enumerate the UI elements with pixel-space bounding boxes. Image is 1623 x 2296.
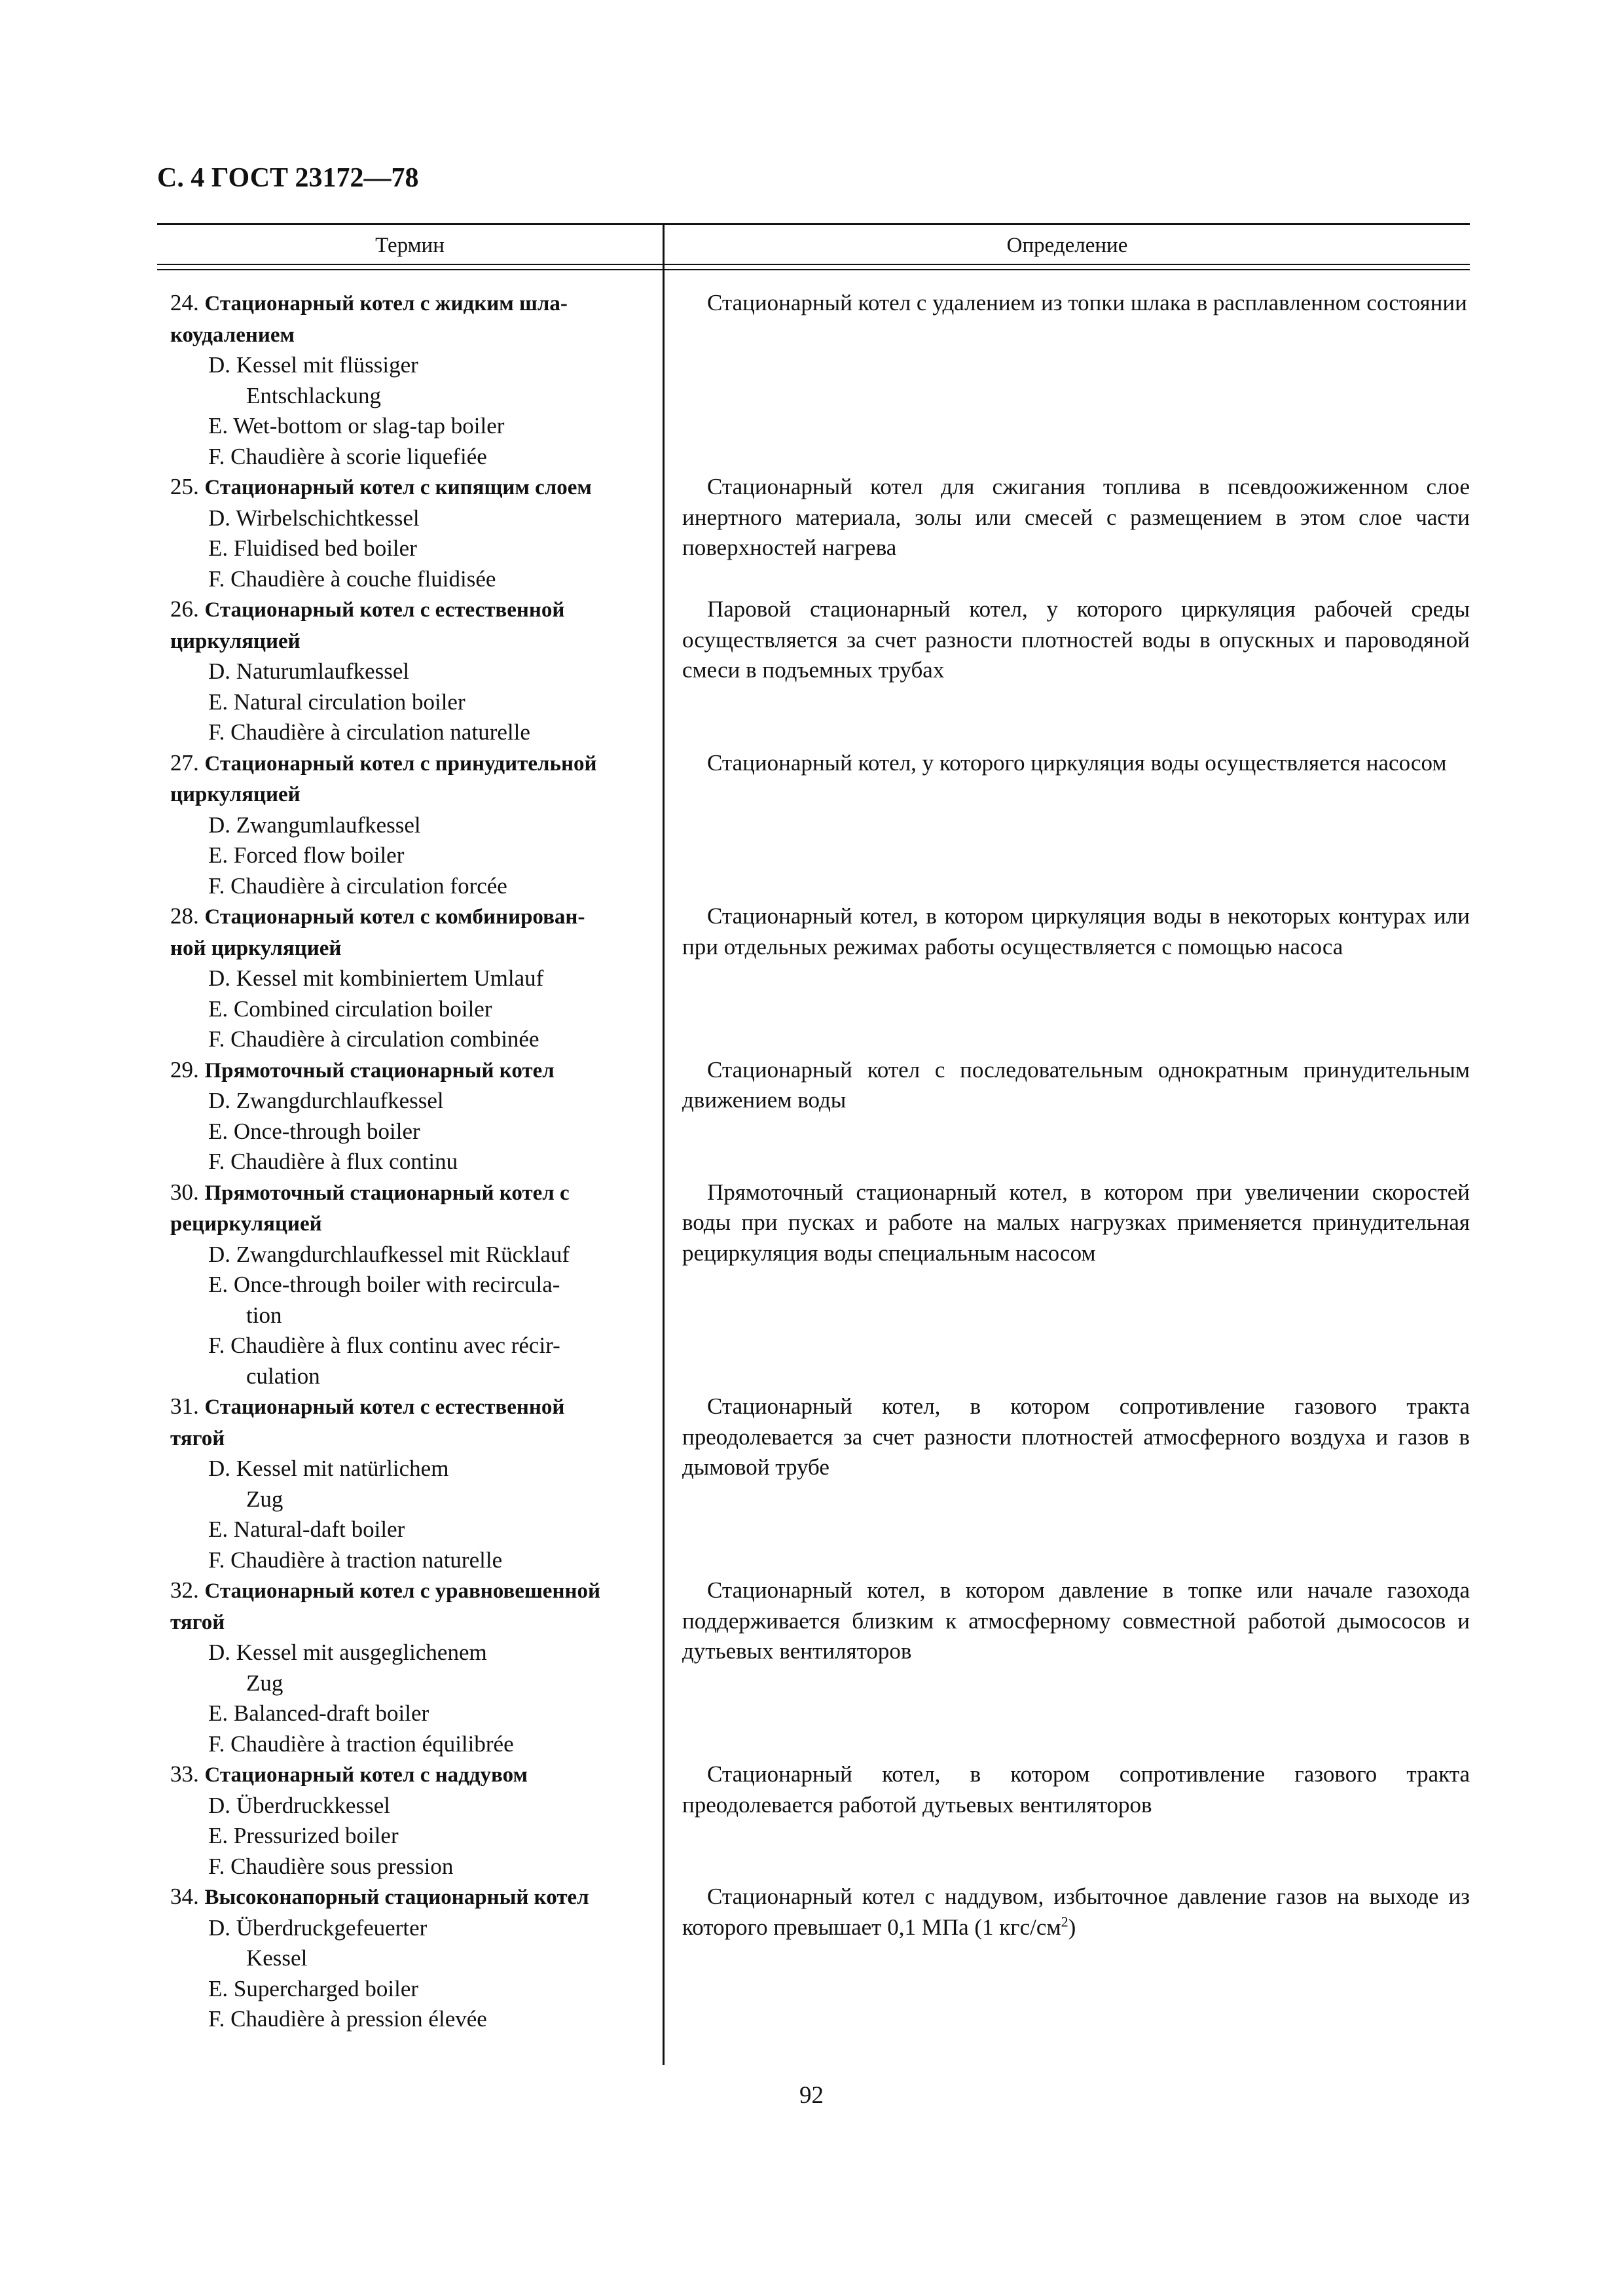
table-header-rule-double [157, 269, 1470, 270]
term-equivalent-line: Zug [246, 1486, 283, 1512]
term-equivalent [170, 1270, 657, 1331]
term-equivalent-line: E. Pressurized boiler [208, 1823, 399, 1848]
column-header-definition: Определение [1006, 234, 1128, 257]
term-cell [157, 472, 663, 594]
term-cell [157, 1575, 663, 1759]
definition-text [682, 748, 1470, 779]
term-equivalent-line: D. Wirbelschichtkessel [208, 505, 420, 531]
term-cell [157, 594, 663, 748]
term-entry [157, 1177, 1470, 1392]
term-equivalent-line: Zug [246, 1670, 283, 1696]
definition-text [682, 1391, 1470, 1483]
term-equivalent [170, 871, 657, 902]
term-equivalent [170, 1331, 657, 1391]
term-title: Стационарный котел с кипящим слоем [204, 476, 592, 499]
term-equivalent-line: D. Überdruckgefeuerter [208, 1914, 428, 1941]
term-title-line [170, 748, 657, 780]
term-entry [157, 472, 1470, 594]
term-equivalent [170, 1515, 657, 1545]
definition-text [682, 288, 1470, 319]
term-title: Прямоточный стационарный котел с [204, 1181, 570, 1205]
term-title: циркуляцией [170, 783, 301, 806]
term-number: 24. [170, 290, 199, 315]
term-title-line [170, 1882, 657, 1913]
definition-text [682, 1055, 1470, 1116]
term-title-line [170, 901, 657, 933]
definition-superscript: 2 [1061, 1912, 1068, 1929]
term-equivalent-line: F. Chaudière à circulation combinée [208, 1026, 539, 1052]
term-equivalent-line: D. Zwangdurchlaufkessel [208, 1088, 444, 1113]
page-number: 92 [799, 2082, 824, 2109]
term-equivalent [170, 1240, 657, 1270]
term-cell [157, 1391, 663, 1575]
definition-body: Стационарный котел, в котором давление в топке или начале газохода поддерживается близким к атмосферному совместной работой дымососов и дутьевых вентиляторов [682, 1577, 1470, 1664]
term-equivalent-line: F. Chaudière à flux continu [208, 1149, 458, 1174]
term-entry [157, 748, 1470, 902]
definition-cell [663, 472, 1470, 594]
term-entry [157, 1055, 1470, 1177]
definition-cell [663, 1575, 1470, 1759]
definition-cell [663, 1391, 1470, 1575]
term-title: Высоконапорный стационарный котел [204, 1886, 589, 1909]
term-equivalent-line: F. Chaudière à pression élevée [208, 2006, 487, 2032]
definition-text [682, 594, 1470, 686]
term-number: 26. [170, 596, 199, 622]
definition-cell [663, 1759, 1470, 1882]
term-title: Стационарный котел с уравновешенной [204, 1579, 600, 1603]
term-entry [157, 1391, 1470, 1575]
term-title-line [170, 1759, 657, 1791]
term-equivalent [170, 1791, 657, 1821]
term-equivalent [170, 810, 657, 841]
definition-tail: ) [1068, 1914, 1076, 1940]
term-equivalent-line: E. Supercharged boiler [208, 1975, 419, 2001]
term-title-line [170, 1055, 657, 1086]
term-title-line [170, 319, 657, 351]
term-equivalent [170, 350, 657, 411]
definition-body: Стационарный котел для сжигания топлива в псевдоожиженном слое инертного материала, золы или смесей с размещением в этом слое части поверхностей нагрева [682, 474, 1470, 560]
term-equivalent-line: E. Natural-daft boiler [208, 1516, 405, 1542]
definition-body: Стационарный котел с последовательным однократным принудительным движением воды [682, 1056, 1470, 1113]
term-entry [157, 1575, 1470, 1759]
term-equivalent-line: Entschlackung [246, 382, 382, 408]
term-title: Стационарный котел с жидким шла- [204, 292, 568, 315]
definition-cell [663, 1055, 1470, 1177]
term-equivalent [170, 1974, 657, 2005]
term-equivalent [170, 564, 657, 595]
term-equivalent-line: F. Chaudière à circulation naturelle [208, 719, 530, 745]
term-equivalent [170, 503, 657, 534]
term-title-line [170, 933, 657, 964]
term-equivalent [170, 1852, 657, 1882]
term-title-line [170, 1177, 657, 1209]
term-equivalent-line: E. Combined circulation boiler [208, 996, 492, 1022]
term-equivalent-line: E. Balanced-draft boiler [208, 1700, 429, 1726]
term-title-line [170, 1423, 657, 1454]
definition-body: Прямоточный стационарный котел, в котором при увеличении скоростей воды при пусках и работе на малых нагрузках применяется принудительная рециркуляция воды специальным насосом [682, 1179, 1470, 1266]
table-top-rule [157, 223, 1470, 225]
definition-cell [663, 1882, 1470, 2035]
term-title: ной циркуляцией [170, 936, 342, 960]
column-header-term: Термин [375, 234, 445, 257]
term-title: циркуляцией [170, 629, 301, 653]
term-title: коудалением [170, 323, 295, 347]
term-equivalent-line: E. Natural circulation boiler [208, 689, 465, 715]
term-equivalent-line: F. Chaudière à flux continu avec récir- [208, 1333, 560, 1358]
term-equivalent [170, 1913, 657, 1974]
term-cell [157, 1759, 663, 1882]
definition-body: Стационарный котел, в котором циркуляция воды в некоторых контурах или при отдельных режимах работы осуществляется с помощью насоса [682, 903, 1470, 960]
term-equivalent [170, 994, 657, 1025]
term-number: 27. [170, 749, 199, 776]
term-equivalent [170, 533, 657, 564]
definition-cell [663, 594, 1470, 748]
term-equivalent [170, 1638, 657, 1698]
term-title: Стационарный котел с естественной [204, 1395, 565, 1419]
term-entry [157, 594, 1470, 748]
term-equivalent-line: F. Chaudière à scorie liquefiée [208, 443, 487, 469]
page-header: С. 4 ГОСТ 23172—78 [157, 163, 419, 193]
term-cell [157, 1055, 663, 1177]
term-number: 33. [170, 1761, 199, 1787]
term-equivalent [170, 442, 657, 473]
term-equivalent [170, 717, 657, 748]
term-entry [157, 1882, 1470, 2035]
term-equivalent [170, 1086, 657, 1117]
term-equivalent-line: tion [246, 1302, 282, 1328]
definition-text [682, 901, 1470, 962]
term-number: 25. [170, 474, 199, 499]
term-equivalent-line: D. Zwangdurchlaufkessel mit Rücklauf [208, 1241, 570, 1267]
term-number: 32. [170, 1577, 199, 1603]
definition-cell [663, 288, 1470, 472]
term-equivalent [170, 1545, 657, 1576]
term-cell [157, 748, 663, 902]
term-equivalent-line: E. Wet-bottom or slag-tap boiler [208, 413, 505, 439]
term-equivalent-line: F. Chaudière sous pression [208, 1853, 454, 1879]
term-title-line [170, 626, 657, 657]
term-equivalent [170, 1698, 657, 1729]
term-number: 31. [170, 1393, 199, 1419]
definition-body: Стационарный котел, в котором сопротивление газового тракта преодолевается работой дутьевых вентиляторов [682, 1761, 1470, 1818]
term-title: Стационарный котел с естественной [204, 598, 565, 622]
term-title-line [170, 779, 657, 810]
terms-table-body [157, 288, 1470, 2035]
term-equivalent-line: D. Kessel mit ausgeglichenem [208, 1640, 487, 1665]
term-entry [157, 288, 1470, 472]
term-equivalent-line: E. Once-through boiler [208, 1118, 420, 1144]
definition-text [682, 472, 1470, 564]
term-number: 34. [170, 1884, 199, 1909]
term-equivalent [170, 1454, 657, 1515]
term-title-line [170, 472, 657, 503]
term-entry [157, 1759, 1470, 1882]
term-equivalent-line: culation [246, 1363, 320, 1389]
definition-body: Стационарный котел, в котором сопротивление газового тракта преодолевается за счет разности плотностей атмосферного воздуха и газов в дымовой трубе [682, 1393, 1470, 1480]
term-equivalent-line: Kessel [246, 1945, 308, 1971]
term-cell [157, 1177, 663, 1392]
term-cell [157, 1882, 663, 2035]
term-equivalent-line: D. Kessel mit kombiniertem Umlauf [208, 965, 544, 991]
term-title-line [170, 1607, 657, 1638]
table-header-rule [157, 264, 1470, 265]
term-title-line [170, 1575, 657, 1607]
term-title: Стационарный котел с комбинирован- [204, 905, 585, 929]
term-title: Прямоточный стационарный котел [204, 1058, 555, 1083]
definition-text [682, 1177, 1470, 1269]
term-equivalent [170, 963, 657, 994]
term-equivalent-line: E. Fluidised bed boiler [208, 535, 417, 561]
definition-body: Стационарный котел, у которого циркуляция воды осуществляется насосом [707, 749, 1447, 776]
definition-text [682, 1575, 1470, 1667]
term-title-line [170, 594, 657, 626]
term-number: 29. [170, 1056, 199, 1083]
term-equivalent-line: E. Once-through boiler with recircula- [208, 1272, 560, 1297]
term-equivalent-line: D. Überdruckkessel [208, 1792, 390, 1818]
term-equivalent [170, 840, 657, 871]
term-equivalent-line: F. Chaudière à circulation forcée [208, 872, 507, 899]
definition-body: Стационарный котел с удалением из топки шлака в расплавленном состоянии [707, 290, 1467, 315]
term-title-line [170, 1391, 657, 1423]
term-cell [157, 288, 663, 472]
term-equivalent [170, 1147, 657, 1177]
definition-body: Паровой стационарный котел, у которого циркуляция рабочей среды осуществляется за счет разности плотностей воды в опускных и пароводяной смеси в подъемных трубах [682, 596, 1470, 683]
definition-text [682, 1882, 1470, 1943]
term-equivalent [170, 1117, 657, 1147]
term-title: тягой [170, 1610, 225, 1634]
term-equivalent-line: D. Kessel mit natürlichem [208, 1456, 449, 1481]
definition-cell [663, 1177, 1470, 1392]
term-number: 30. [170, 1179, 199, 1205]
definition-body: Стационарный котел с наддувом, избыточное давление газов на выходе из которого превышает 0,1 МПа (1 кгс/см [682, 1884, 1470, 1940]
term-equivalent [170, 656, 657, 687]
term-equivalent-line: F. Chaudière à traction naturelle [208, 1547, 503, 1573]
term-number: 28. [170, 903, 199, 929]
definition-text [682, 1759, 1470, 1820]
term-equivalent-line: E. Forced flow boiler [208, 842, 405, 868]
term-equivalent-line: F. Chaudière à couche fluidisée [208, 565, 496, 592]
term-title: Стационарный котел с принудительной [204, 751, 597, 776]
term-equivalent [170, 1821, 657, 1852]
term-equivalent [170, 687, 657, 718]
term-title: тягой [170, 1426, 225, 1450]
term-cell [157, 901, 663, 1055]
term-title: рециркуляцией [170, 1212, 322, 1236]
term-equivalent-line: F. Chaudière à traction équilibrée [208, 1731, 514, 1757]
term-equivalent-line: D. Zwangumlaufkessel [208, 812, 421, 838]
term-title-line [170, 1208, 657, 1240]
term-equivalent [170, 1024, 657, 1055]
term-equivalent-line: D. Kessel mit flüssiger [208, 352, 418, 378]
term-title: Стационарный котел с наддувом [204, 1763, 528, 1787]
term-equivalent-line: D. Naturumlaufkessel [208, 658, 410, 684]
term-equivalent [170, 411, 657, 442]
term-title-line [170, 288, 657, 319]
term-equivalent [170, 1729, 657, 1760]
definition-cell [663, 748, 1470, 902]
definition-cell [663, 901, 1470, 1055]
term-entry [157, 901, 1470, 1055]
term-equivalent [170, 2004, 657, 2035]
